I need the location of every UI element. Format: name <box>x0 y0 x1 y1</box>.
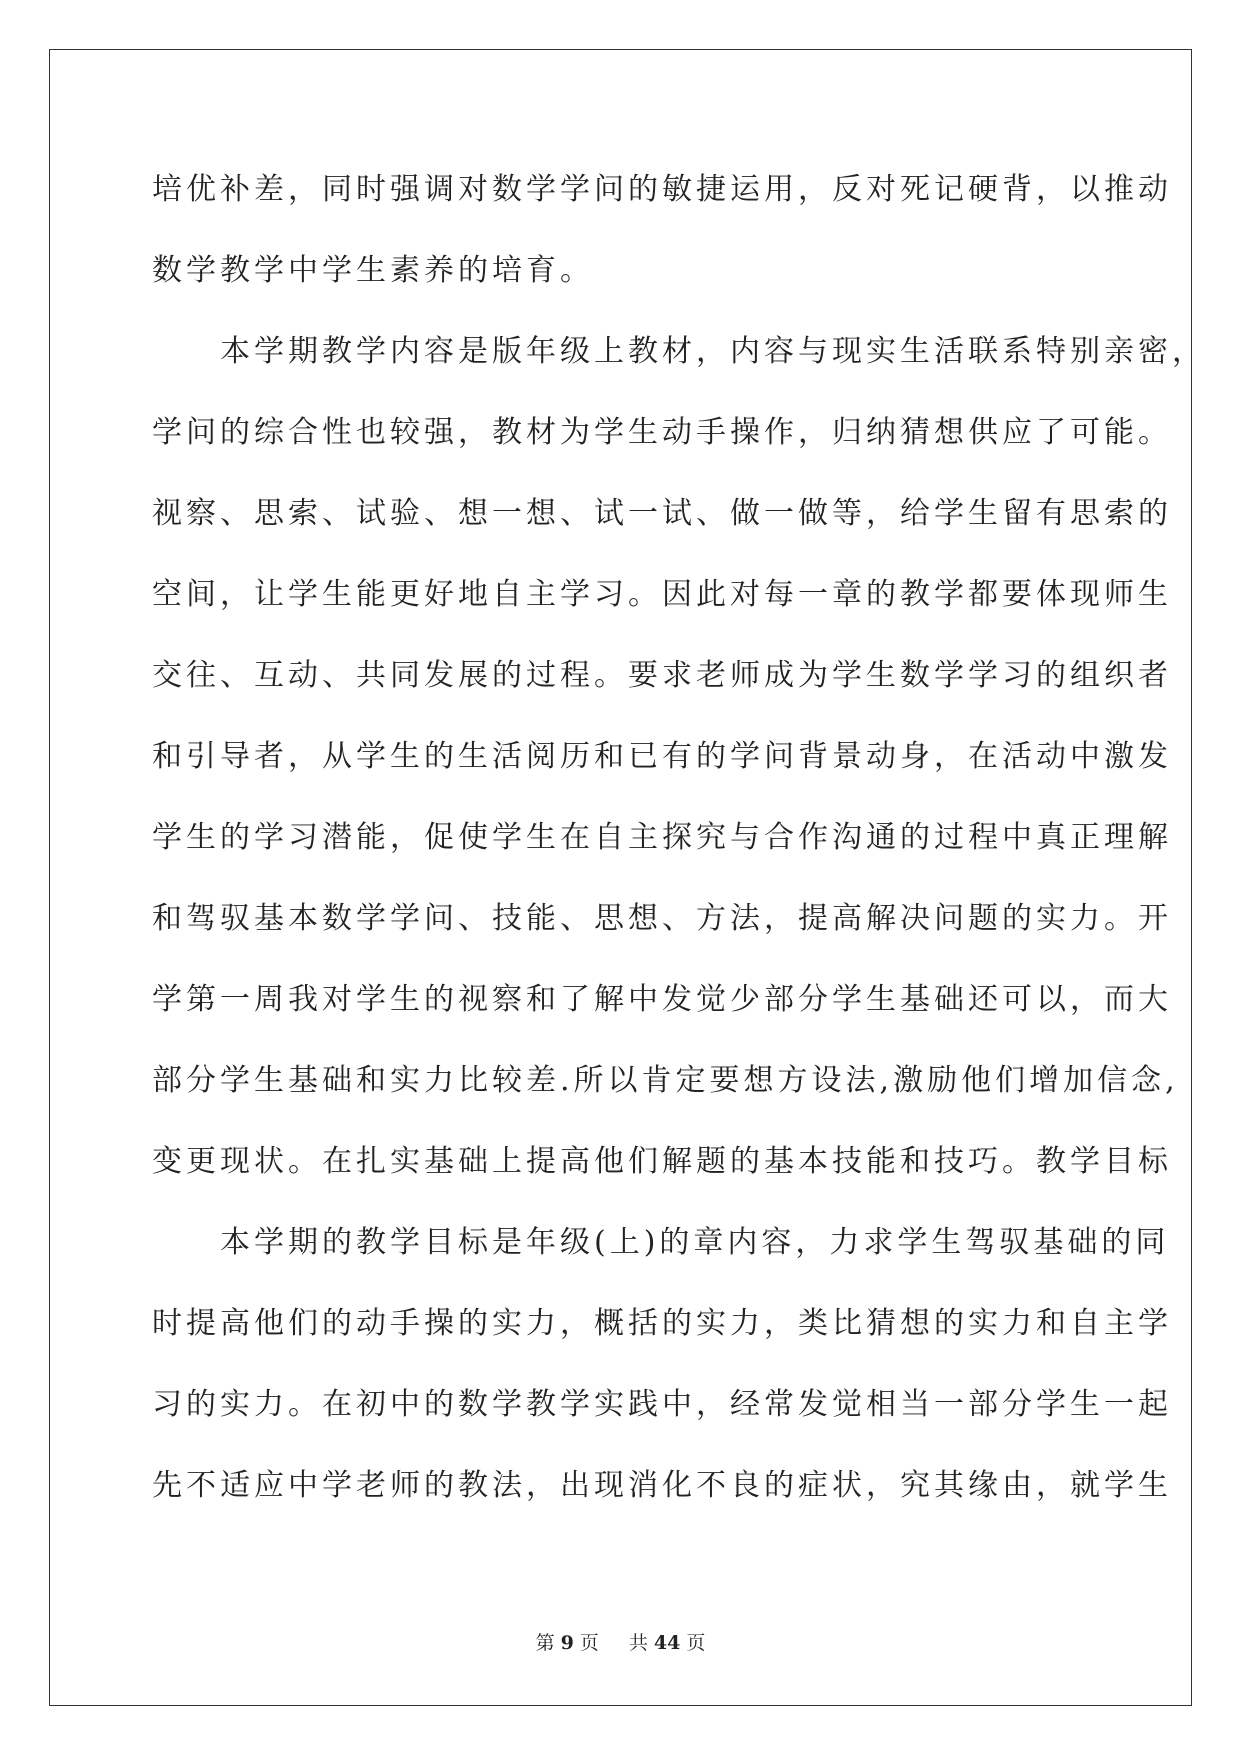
page-total <box>623 1632 711 1654</box>
text-line: 和引导者，从学生的生活阅历和已有的学问背景动身，在活动中激发 <box>152 739 1172 774</box>
text-line: 培优补差，同时强调对数学学问的敏捷运用，反对死记硬背，以推动 <box>152 172 1172 207</box>
text-line: 学生的学习潜能，促使学生在自主探究与合作沟通的过程中真正理解 <box>152 820 1172 855</box>
text-line: 习的实力。在初中的数学教学实践中，经常发觉相当一部分学生一起 <box>152 1387 1172 1422</box>
page-footer <box>0 1628 1241 1655</box>
text-line: 本学期的教学目标是年级(上)的章内容，力求学生驾驭基础的同 <box>152 1225 1170 1260</box>
page-number <box>530 1632 605 1654</box>
text-line: 空间，让学生能更好地自主学习。因此对每一章的教学都要体现师生 <box>152 577 1172 612</box>
text-line: 交往、互动、共同发展的过程。要求老师成为学生数学学习的组织者 <box>152 658 1172 693</box>
document-body <box>152 160 1206 1537</box>
page-prefix: 第 <box>535 1632 555 1654</box>
text-line: 本学期教学内容是版年级上教材，内容与现实生活联系特别亲密， <box>152 334 1206 369</box>
text-line: 数学教学中学生素养的培育。 <box>152 253 594 288</box>
text-line: 学第一周我对学生的视察和了解中发觉少部分学生基础还可以，而大 <box>152 982 1172 1017</box>
text-line: 和驾驭基本数学学问、技能、思想、方法，提高解决问题的实力。开 <box>152 901 1172 936</box>
text-line: 时提高他们的动手操的实力，概括的实力，类比猜想的实力和自主学 <box>152 1306 1172 1341</box>
text-line: 变更现状。在扎实基础上提高他们解题的基本技能和技巧。教学目标 <box>152 1144 1172 1179</box>
text-line: 先不适应中学老师的教法，出现消化不良的症状，究其缘由，就学生 <box>152 1468 1172 1503</box>
total-pages: 44 <box>653 1632 681 1654</box>
total-suffix: 页 <box>686 1632 706 1654</box>
text-line: 视察、思索、试验、想一想、试一试、做一做等，给学生留有思索的 <box>152 496 1172 531</box>
current-page: 9 <box>560 1632 574 1654</box>
text-line: 学问的综合性也较强，教材为学生动手操作，归纳猜想供应了可能。 <box>152 415 1172 450</box>
text-line: 部分学生基础和实力比较差.所以肯定要想方设法,激励他们增加信念, <box>152 1063 1179 1098</box>
page-suffix: 页 <box>579 1632 599 1654</box>
total-prefix: 共 <box>628 1632 648 1654</box>
